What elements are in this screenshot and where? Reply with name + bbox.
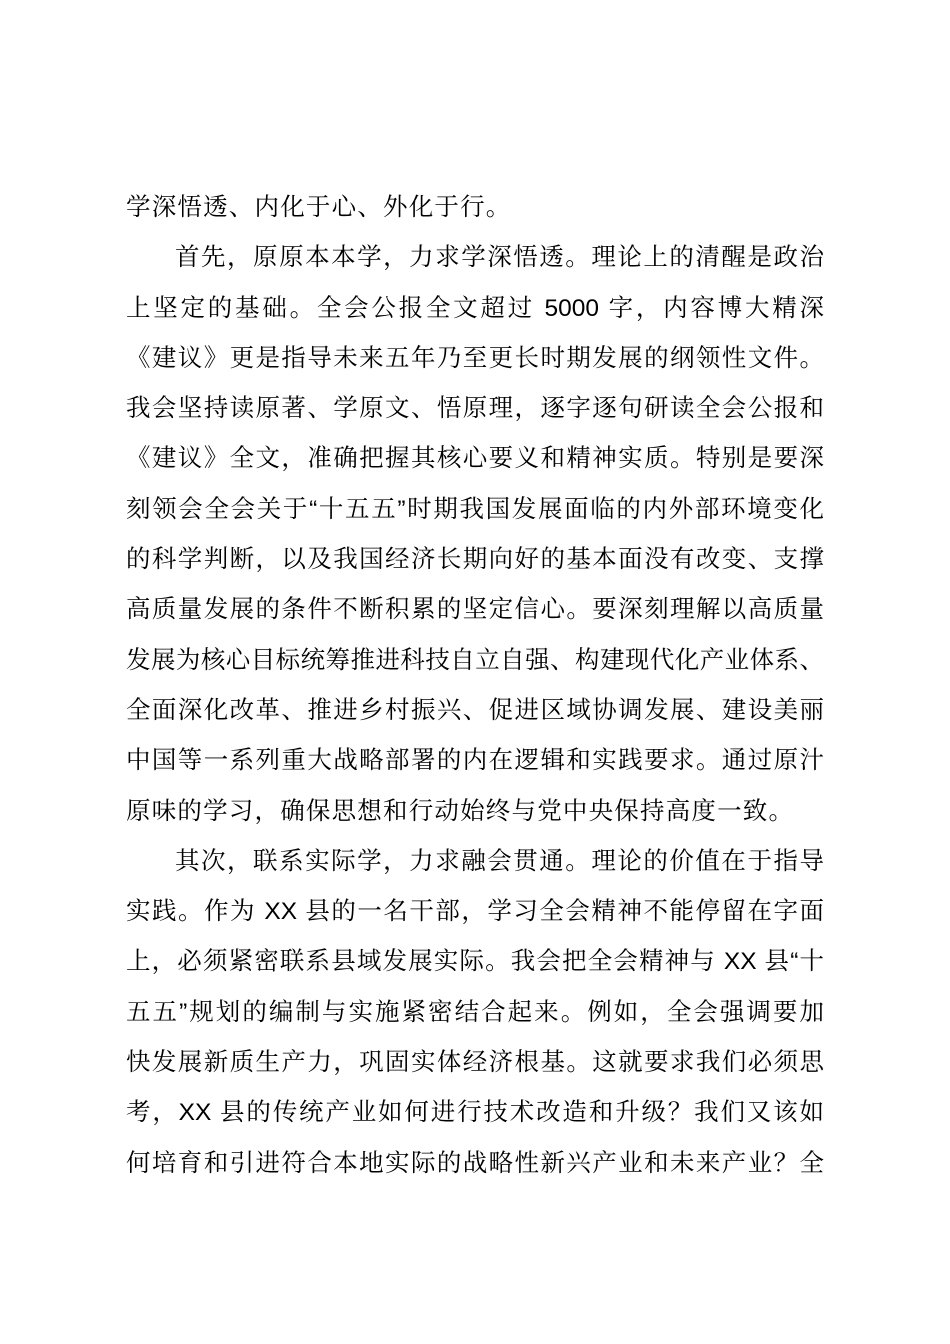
text-line: 的科学判断，以及我国经济长期向好的基本面没有改变、支撑 [126,546,824,574]
text-line: 《建议》更是指导未来五年乃至更长时期发展的纲领性文件。 [126,344,824,372]
text-line: 上，必须紧密联系县域发展实际。我会把全会精神与 XX 县“十 [126,948,824,976]
text-line: 其次，联系实际学，力求融会贯通。理论的价值在于指导 [175,847,824,875]
text-line: 我会坚持读原著、学原文、悟原理，逐字逐句研读全会公报和 [126,395,824,423]
text-line: 全面深化改革、推进乡村振兴、促进区域协调发展、建设美丽 [126,696,824,724]
text-line: 首先，原原本本学，力求学深悟透。理论上的清醒是政治 [175,244,824,272]
text-line: 五五”规划的编制与实施紧密结合起来。例如，全会强调要加 [126,998,824,1026]
text-line: 中国等一系列重大战略部署的内在逻辑和实践要求。通过原汁 [126,747,824,775]
text-line: 实践。作为 XX 县的一名干部，学习全会精神不能停留在字面 [126,898,824,926]
text-line: 快发展新质生产力，巩固实体经济根基。这就要求我们必须思 [126,1049,824,1077]
text-line: 考，XX 县的传统产业如何进行技术改造和升级？我们又该如 [126,1099,824,1127]
text-line: 刻领会全会关于“十五五”时期我国发展面临的内外部环境变化 [126,495,824,523]
text-line: 原味的学习，确保思想和行动始终与党中央保持高度一致。 [126,797,795,825]
text-line: 《建议》全文，准确把握其核心要义和精神实质。特别是要深 [126,445,824,473]
text-line: 高质量发展的条件不断积累的坚定信心。要深刻理解以高质量 [126,596,824,624]
body-text-block [126,183,824,1189]
text-line: 学深悟透、内化于心、外化于行。 [126,194,512,221]
text-line: 何培育和引进符合本地实际的战略性新兴产业和未来产业？全 [126,1149,824,1177]
text-line: 发展为核心目标统筹推进科技自立自强、构建现代化产业体系、 [126,646,824,674]
text-line: 上坚定的基础。全会公报全文超过 5000 字，内容博大精深 [126,294,824,322]
